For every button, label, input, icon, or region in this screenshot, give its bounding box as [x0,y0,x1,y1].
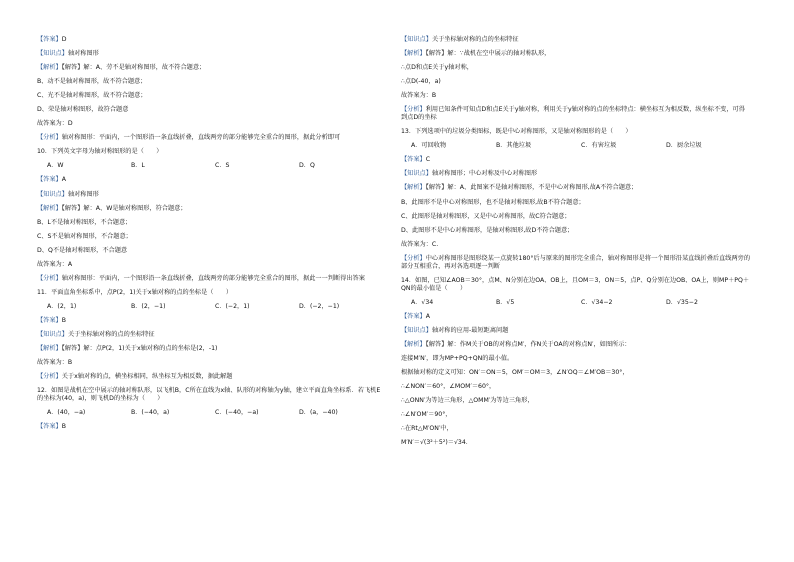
line-text: ∴∠NON′＝60°，∠MOM′＝60°， [401,383,496,391]
line-text: A [425,312,430,320]
line-text: D、此图形不是中心对称图形，是轴对称图形,故D不符合题意； [401,226,574,234]
line-text: D、荣是轴对称图形，故符合题意 [37,106,129,114]
text-line [401,213,751,221]
line-text: 轴对称图形：平面内，一个图形沿一条直线折叠，直线两旁的部分能够完全重合的图形，据此一一判断得出答案 [61,274,365,282]
labeled-line [401,36,751,44]
text-line [401,277,751,293]
option-text: B．L [131,162,145,170]
section-tag: 【分析】 [401,254,426,262]
text-line [37,148,383,156]
line-text: 连接M′N′，即为MP+PQ+QN的最小值。 [401,354,514,362]
text-line [401,425,751,433]
labeled-line [37,205,383,213]
section-tag: 【知识点】 [37,50,68,58]
text-line [401,92,751,100]
text-line [37,78,383,86]
text-line [37,120,383,128]
line-text: D、Q不是轴对称图形，不合题意 [37,246,128,254]
section-tag: 【分析】 [37,134,62,142]
section-tag: 【解析】 [401,50,426,58]
section-tag: 【答案】 [37,176,62,184]
section-tag: 【解析】 [401,184,426,192]
section-tag: 【知识点】 [37,190,68,198]
answer-options [401,142,751,150]
line-text: B [61,423,66,431]
labeled-line [37,191,383,199]
option-text: A．(2，1) [47,302,77,310]
section-tag: 【解析】 [37,345,62,353]
text-line [401,78,751,86]
labeled-line [37,345,383,353]
line-text: 14．如图，已知∠AOB＝30°，点M、N分别在边OA、OB上，且OM＝3，ON＝5，点P、Q分别在边OB、OA上，则MP＋PQ＋QN的最小值是（ ） [401,276,750,292]
answer-options [401,299,751,307]
line-text: 10．下列英文字母为轴对称图形的是（ ） [37,148,163,156]
text-line [401,128,751,136]
option-text: D．√35−2 [666,298,698,306]
labeled-line [37,317,383,325]
text-line [401,241,751,249]
line-text: 关于x轴对称的点，横坐标相同，纵坐标互为相反数，据此解题 [61,373,233,381]
line-text: 11．平面直角坐标系中，点P(2，1)关于x轴对称的点的坐标是（ ） [37,288,233,296]
option-text: C．√34−2 [581,298,613,306]
text-line [37,233,383,241]
labeled-line [401,327,751,335]
option-text: D．厨余垃圾 [666,142,702,150]
text-line [37,219,383,227]
option-text: B．(2，−1) [131,302,166,310]
text-line [37,92,383,100]
line-text: 13．下列选项中的垃圾分类图标，既是中心对称图形，又是轴对称图形的是（ ） [401,128,632,136]
line-text: C、S不是轴对称图形，不合题意； [37,232,132,240]
labeled-line [401,184,751,192]
text-line [37,289,383,297]
section-tag: 【答案】 [401,312,426,320]
option-text: A．W [47,162,64,170]
labeled-line [37,423,383,431]
text-line [37,261,383,269]
line-text: A [61,176,66,184]
line-text: B、L不是轴对称图形，不合题意； [37,218,132,226]
text-line [401,397,751,405]
option-text: B．(−40，a) [131,409,170,417]
option-text: C．S [215,162,230,170]
line-text: 中心对称图形是图形绕某一点旋转180°后与原来的图形完全重合，轴对称图形是将一个图形沿某直线折叠后直线两旁的部分互相重合，再对各选项逐一判断 [401,254,751,270]
line-text: ∴点D(-40，a) [401,78,441,86]
line-text: 故答案为：B [37,359,73,367]
labeled-line [401,313,751,321]
line-text: 【解答】解：A、劳不是轴对称图形，故不符合题意； [61,64,206,72]
line-text: 【解答】解：点P(2，1)关于x轴对称的点的坐标是(2，-1) [61,345,218,353]
answer-options [37,162,383,170]
left-column [37,36,383,437]
labeled-line [37,50,383,58]
option-text: D．(−2，−1) [299,302,340,310]
line-text: 轴对称图形；中心对称及中心对称图形 [431,170,538,178]
line-text: 【解答】解：∵战机在空中展示的轴对称队形， [425,50,551,58]
line-text: ∴点D和点E关于y轴对称， [401,64,473,72]
line-text: 利用已知条件可知点D和点E关于y轴对称，利用关于y轴对称的点的坐标特点：横坐标互为相反数，纵坐标不变，可得到点D的坐标 [401,106,745,122]
section-tag: 【答案】 [37,423,62,431]
text-line [401,199,751,207]
text-line [401,369,751,377]
section-tag: 【解析】 [37,204,62,212]
option-text: A．可回收物 [411,142,447,150]
line-text: 故答案为：B [401,92,437,100]
line-text: ∴∠N′OM′＝90°， [401,411,452,419]
answer-options [37,409,383,417]
line-text: 【解答】解：A、此图案不是轴对称图形，不是中心对称图形,故A不符合题意； [425,184,638,192]
option-text: C．(−40，−a) [215,409,259,417]
line-text: 故答案为：A [37,260,73,268]
option-text: B．其他垃圾 [496,142,532,150]
section-tag: 【解析】 [37,64,62,72]
labeled-line [401,341,751,349]
line-text: 12．如图是战机在空中展示的轴对称队形，以飞机B，C所在直线为x轴、队形的对称轴为y轴，建立平面直角坐标系．若飞机E的坐标为(40，a)，则飞机D的坐标为（ ） [37,387,381,403]
text-line [401,411,751,419]
line-text: C、光不是轴对称图形，故不符合题意； [37,92,147,100]
text-line [37,359,383,367]
line-text: 【解答】解：A、W是轴对称图形，符合题意； [61,204,187,212]
line-text: M′N′＝√(3²＋5²)＝√34． [401,439,472,447]
line-text: 故答案为：C. [401,240,439,248]
text-line [401,355,751,363]
section-tag: 【知识点】 [401,326,432,334]
text-line [37,106,383,114]
labeled-line [401,156,751,164]
labeled-line [37,275,383,283]
line-text: D [61,36,67,43]
section-tag: 【知识点】 [401,170,432,178]
line-text: ∴△ONN′为等边三角形，△OMM′为等边三角形， [401,397,534,405]
text-line [37,387,383,403]
line-text: 轴对称的应用-最短距离问题 [431,326,509,334]
section-tag: 【知识点】 [401,36,432,43]
line-text: 轴对称图形：平面内，一个图形沿一条直线折叠，直线两旁的部分能够完全重合的图形，据此分析即可 [61,134,341,142]
section-tag: 【答案】 [37,316,62,324]
labeled-line [37,64,383,72]
line-text: 关于坐标轴对称的点的坐标特征 [431,36,519,43]
labeled-line [37,134,383,142]
option-text: C．(−2，1) [215,302,250,310]
text-line [401,64,751,72]
line-text: B [61,316,66,324]
section-tag: 【解析】 [401,340,426,348]
text-line [401,383,751,391]
text-line [401,227,751,235]
line-text: 轴对称图形 [67,190,99,198]
option-text: A．√34 [411,298,434,306]
line-text: C、此图形是轴对称图形，又是中心对称图形，故C符合题意； [401,212,571,220]
option-text: A．(40，−a) [47,409,86,417]
labeled-line [37,36,383,44]
labeled-line [401,50,751,58]
line-text: 根据轴对称的定义可知：ON′＝ON＝5，OM′＝OM＝3，∠N′OQ＝∠M′OB＝30°， [401,369,629,377]
line-text: B、此图形不是中心对称图形，也不是轴对称图形,故B不符合题意； [401,198,585,206]
labeled-line [401,170,751,178]
section-tag: 【分析】 [401,106,426,114]
labeled-line [37,373,383,381]
line-text: 【解答】解：作M关于OB的对称点M′，作N关于OA的对称点N′，如图所示： [425,340,631,348]
section-tag: 【分析】 [37,274,62,282]
labeled-line [401,255,751,271]
option-text: D．Q [299,162,315,170]
right-column [401,36,751,453]
line-text: 故答案为：D [37,120,73,128]
labeled-line [37,331,383,339]
section-tag: 【知识点】 [37,330,68,338]
option-text: B．√5 [496,298,515,306]
line-text: ∴在Rt△M′ON′中， [401,425,453,433]
line-text: 关于坐标轴对称的点的坐标特征 [67,330,155,338]
text-line [401,439,751,447]
line-text: B、动不是轴对称图形，故不符合题意； [37,78,147,86]
text-line [37,247,383,255]
section-tag: 【分析】 [37,373,62,381]
section-tag: 【答案】 [401,156,426,164]
labeled-line [37,176,383,184]
option-text: C．有害垃圾 [581,142,617,150]
line-text: 轴对称图形 [67,50,99,58]
section-tag: 【答案】 [37,36,62,43]
answer-options [37,303,383,311]
line-text: C [425,156,431,164]
option-text: D．(a，−40) [299,409,338,417]
labeled-line [401,106,751,122]
